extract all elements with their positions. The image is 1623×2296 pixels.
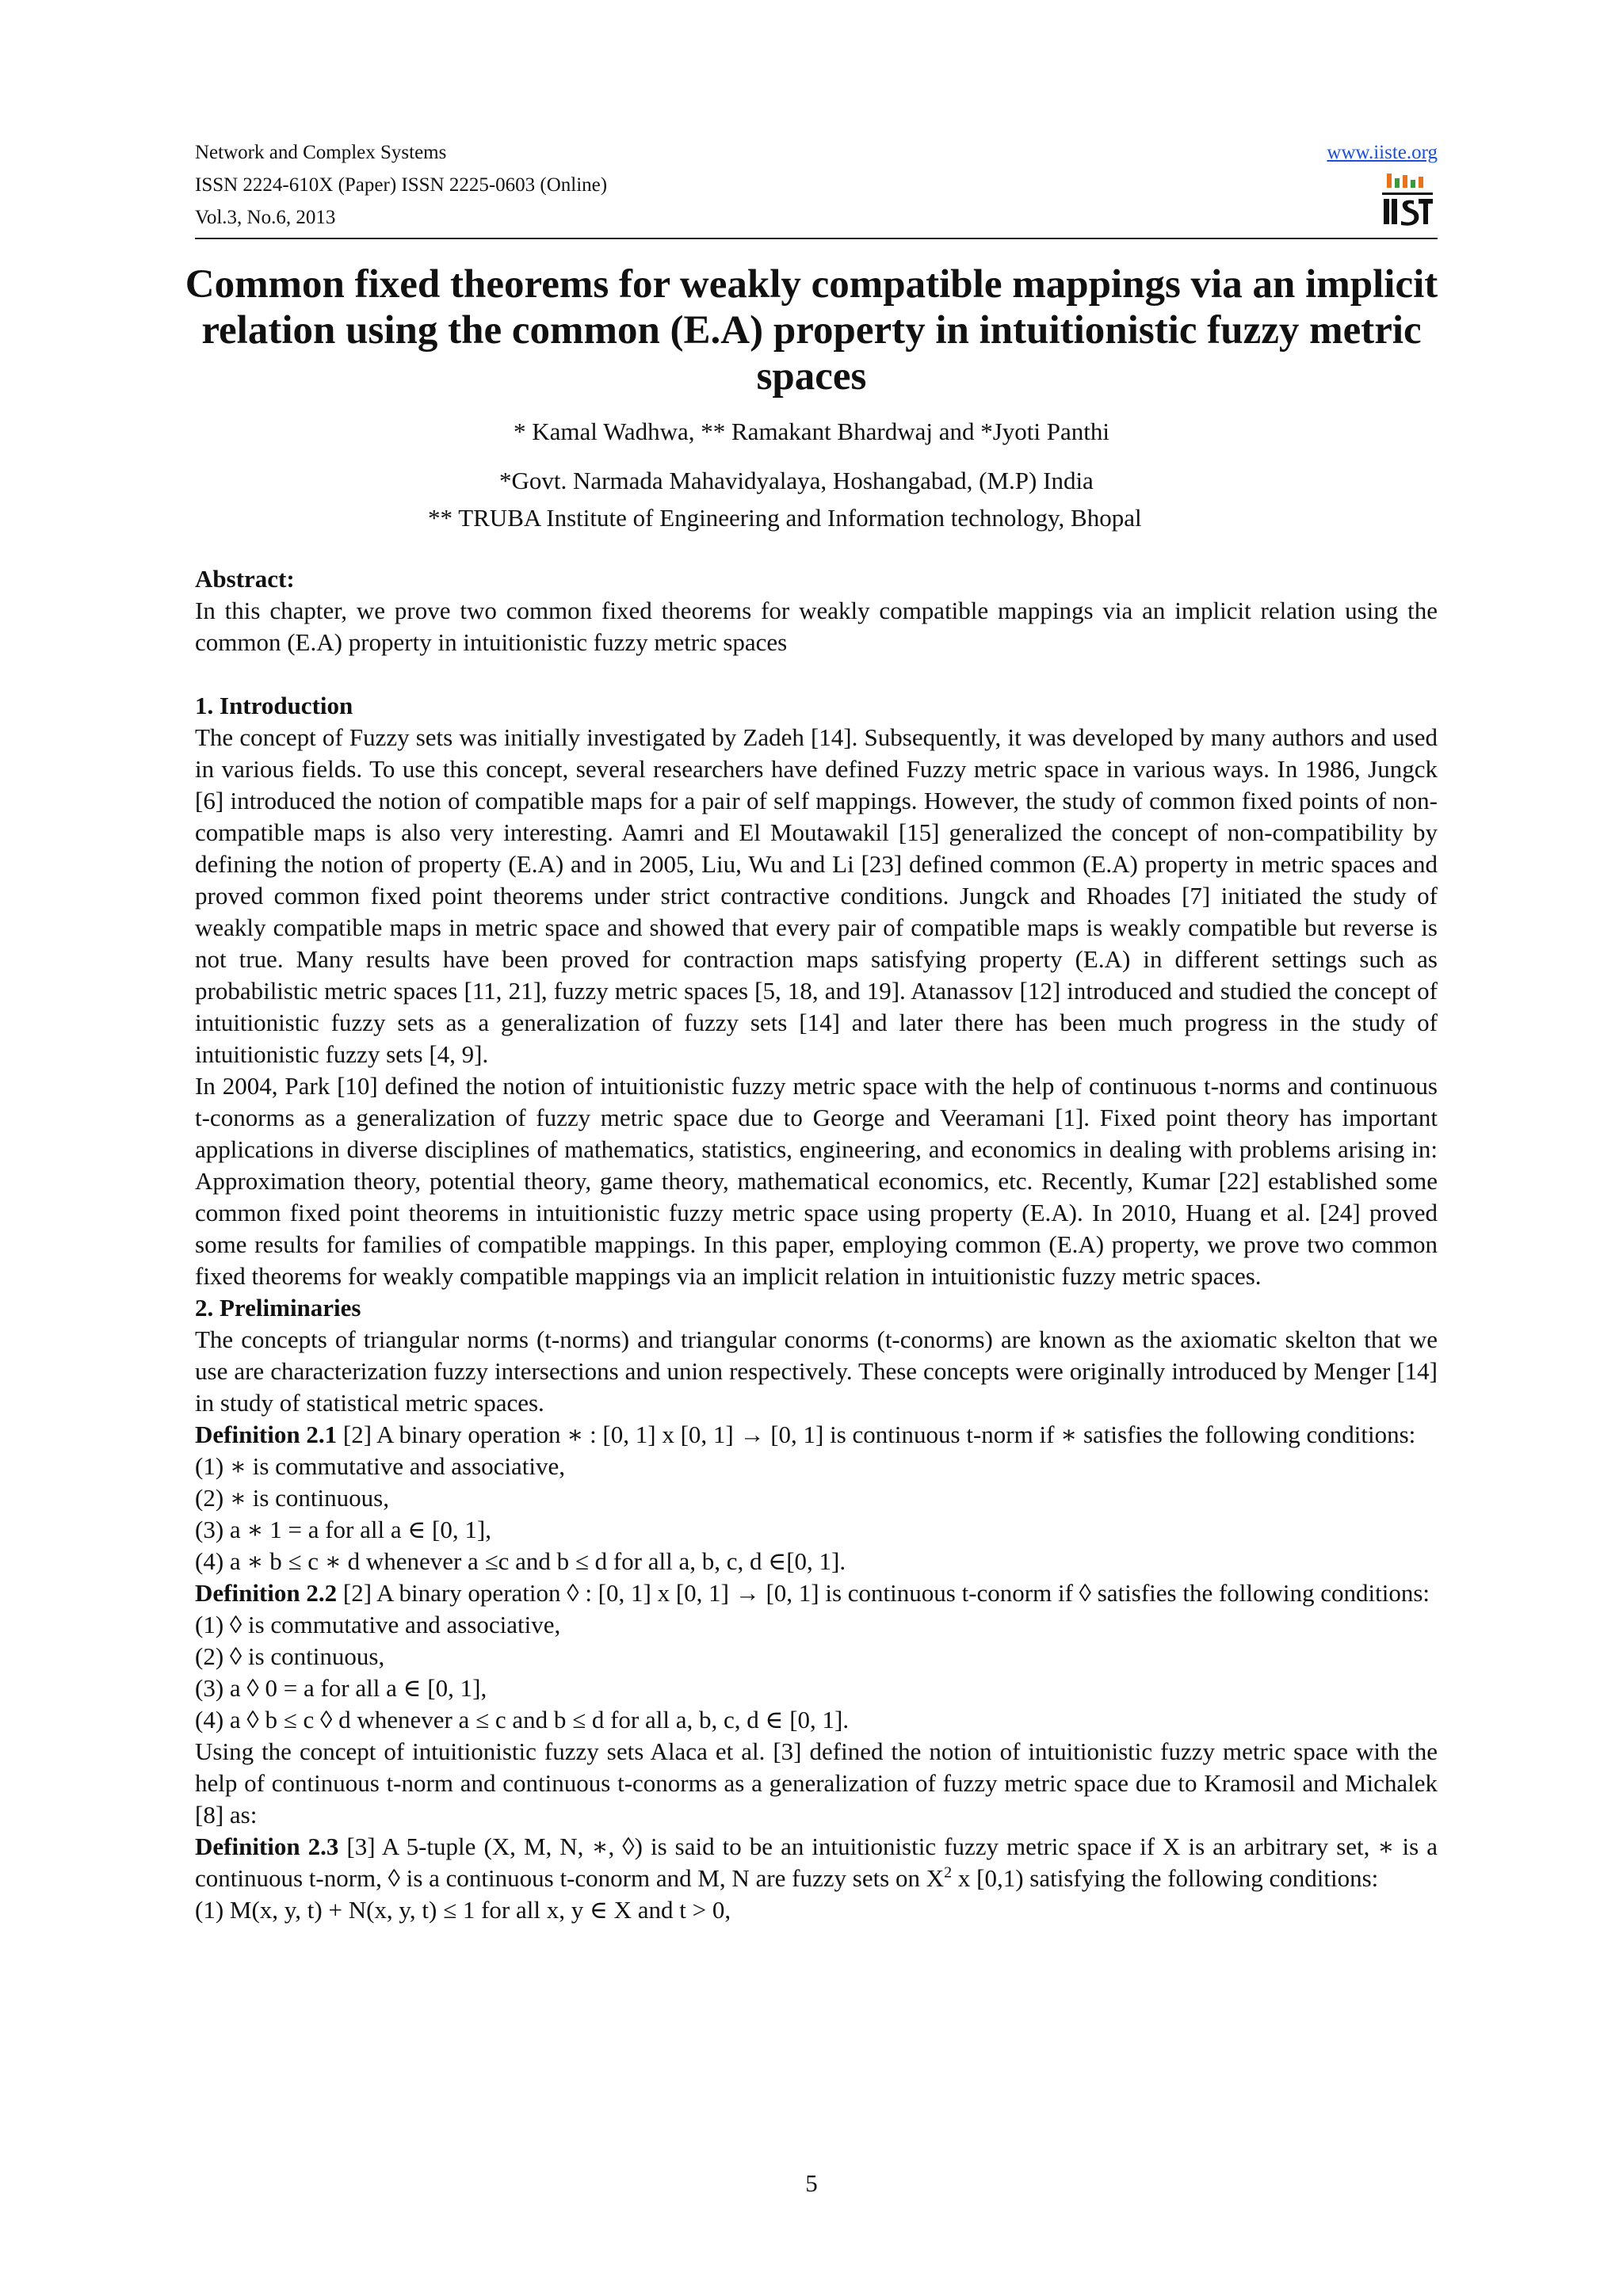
introduction-paragraph-1: The concept of Fuzzy sets was initially investigated by Zadeh [14]. Subsequently, it was developed by many authors and used in various fields. To use this concept, several researchers have defined Fuzzy metric space in various ways. In 1986, Jungck [6] introduced the notion of compatible maps for a pair of self mappings. However, the study of common fixed points of non-compatible maps is also very interesting. Aamri and El Moutawakil [15] generalized the concept of non-compatibility by defining the notion of property (E.A) and in 2005, Liu, Wu and Li [23] defined common (E.A) property in metric spaces and proved common fixed point theorems under strict contractive conditions. Jungck and Rhoades [7] initiated the study of weakly compatible maps in metric space and showed that every pair of compatible maps is weakly compatible but reverse is not true. Many results have been proved for contraction maps satisfying property (E.A) in different settings such as probabilistic metric spaces [11, 21], fuzzy metric spaces [5, 18, and 19]. Atanassov [12] introduced and studied the concept of intuitionistic fuzzy sets as a generalization of fuzzy sets [14] and later there has been much progress in the study of intuitionistic fuzzy sets [4, 9]. — [195, 723, 1438, 1068]
abstract-heading: Abstract: — [195, 565, 295, 593]
iiste-logo-icon — [1379, 172, 1436, 229]
abstract-text: In this chapter, we prove two common fixed theorems for weakly compatible mappings via an implicit relation using the common (E.A) property in intuitionistic fuzzy metric spaces — [195, 597, 1438, 656]
introduction-paragraph-2: In 2004, Park [10] defined the notion of intuitionistic fuzzy metric space with the help of continuous t-norms and continuous t-conorms as a generalization of fuzzy metric space due to George and Veeramani [1]. Fixed point theory has important applications in diverse disciplines of mathematics, statistics, engineering, and economics in dealing with problems arising in: Approximation theory, potential theory, game theory, mathematical economics, etc. Recently, Kumar [22] established some common fixed point theorems in intuitionistic fuzzy metric space using property (E.A). In 2010, Huang et al. [24] proved some results for families of compatible mappings. In this paper, employing common (E.A) property, we prove two common fixed theorems for weakly compatible mappings via an implicit relation in intuitionistic fuzzy metric spaces. — [195, 1072, 1438, 1290]
definition-2-2-item: (2) ◊ is continuous, — [195, 1642, 385, 1670]
definition-2-1-item: (3) a ∗ 1 = a for all a ∈ [0, 1], — [195, 1516, 491, 1543]
preliminaries-paragraph-2: Using the concept of intuitionistic fuzzy sets Alaca et al. [3] defined the notion of intuitionistic fuzzy metric space with the help of continuous t-norm and continuous t-conorms as a generalization of fuzzy metric space due to Kramosil and Michalek [8] as: — [195, 1737, 1438, 1829]
definition-2-1-label: Definition 2.1 — [195, 1421, 338, 1448]
header-rule — [195, 238, 1438, 239]
paper-title: Common fixed theorems for weakly compatible mappings via an implicit relation using the common (E.A) property in intuitionistic fuzzy metric spaces — [185, 262, 1438, 399]
affiliation-2: ** TRUBA Institute of Engineering and Information technology, Bhopal — [428, 504, 1142, 532]
definition-2-2-text: [2] A binary operation ◊ : [0, 1] x [0, 1] → [0, 1] is continuous t-conorm if ◊ satisfies the following conditions: — [337, 1579, 1430, 1607]
definition-2-2-item: (1) ◊ is commutative and associative, — [195, 1611, 561, 1638]
definition-2-3-text-a: [3] A 5-tuple (X, M, N, ∗, ◊) is said to be an intuitionistic fuzzy metric space if X is an arbitrary set, ∗ is a continuous t-norm, ◊ is a continuous t-conorm and M, N are fuzzy sets on X — [195, 1833, 1438, 1892]
definition-2-3-label: Definition 2.3 — [195, 1833, 339, 1860]
affiliation-1: *Govt. Narmada Mahavidyalaya, Hoshangabad, (M.P) India — [499, 467, 1094, 494]
definition-2-1-text: [2] A binary operation ∗ : [0, 1] x [0, 1] → [0, 1] is continuous t-norm if ∗ satisfies the following conditions: — [337, 1421, 1416, 1448]
introduction-heading: 1. Introduction — [195, 692, 353, 719]
definition-2-2-label: Definition 2.2 — [195, 1579, 338, 1607]
definition-2-3-item: (1) M(x, y, t) + N(x, y, t) ≤ 1 for all x, y ∈ X and t > 0, — [195, 1896, 731, 1924]
definition-2-2 — [195, 1577, 1438, 1609]
authors-line: * Kamal Wadhwa, ** Ramakant Bhardwaj and *Jyoti Panthi — [514, 418, 1109, 445]
journal-header — [195, 136, 607, 234]
volume-line: Vol.3, No.6, 2013 — [195, 207, 336, 228]
definition-2-3 — [195, 1831, 1438, 1894]
definition-2-1-item: (4) a ∗ b ≤ c ∗ d whenever a ≤c and b ≤ d for all a, b, c, d ∈[0, 1]. — [195, 1547, 846, 1575]
definition-2-2-item: (3) a ◊ 0 = a for all a ∈ [0, 1], — [195, 1674, 487, 1702]
affiliations — [428, 462, 1142, 536]
page-number: 5 — [805, 2169, 818, 2197]
definition-2-1 — [195, 1419, 1438, 1451]
definition-2-2-item: (4) a ◊ b ≤ c ◊ d whenever a ≤ c and b ≤ d for all a, b, c, d ∈ [0, 1]. — [195, 1706, 850, 1733]
spacer — [195, 658, 1438, 690]
journal-name: Network and Complex Systems — [195, 142, 447, 163]
paper-body — [195, 563, 1438, 1926]
definition-2-1-item: (1) ∗ is commutative and associative, — [195, 1452, 565, 1480]
issn-line: ISSN 2224-610X (Paper) ISSN 2225-0603 (Online) — [195, 174, 608, 196]
superscript-2: 2 — [944, 1863, 953, 1882]
definition-2-1-item: (2) ∗ is continuous, — [195, 1484, 389, 1512]
preliminaries-paragraph-1: The concepts of triangular norms (t-norms) and triangular conorms (t-conorms) are known as the axiomatic skelton that we use are characterization fuzzy intersections and union respectively. These concepts were originally introduced by Menger [14] in study of statistical metric spaces. — [195, 1325, 1438, 1417]
definition-2-3-text-b: x [0,1) satisfying the following conditions: — [952, 1864, 1379, 1892]
preliminaries-heading: 2. Preliminaries — [195, 1294, 361, 1322]
website-link[interactable]: www.iiste.org — [1327, 142, 1438, 163]
